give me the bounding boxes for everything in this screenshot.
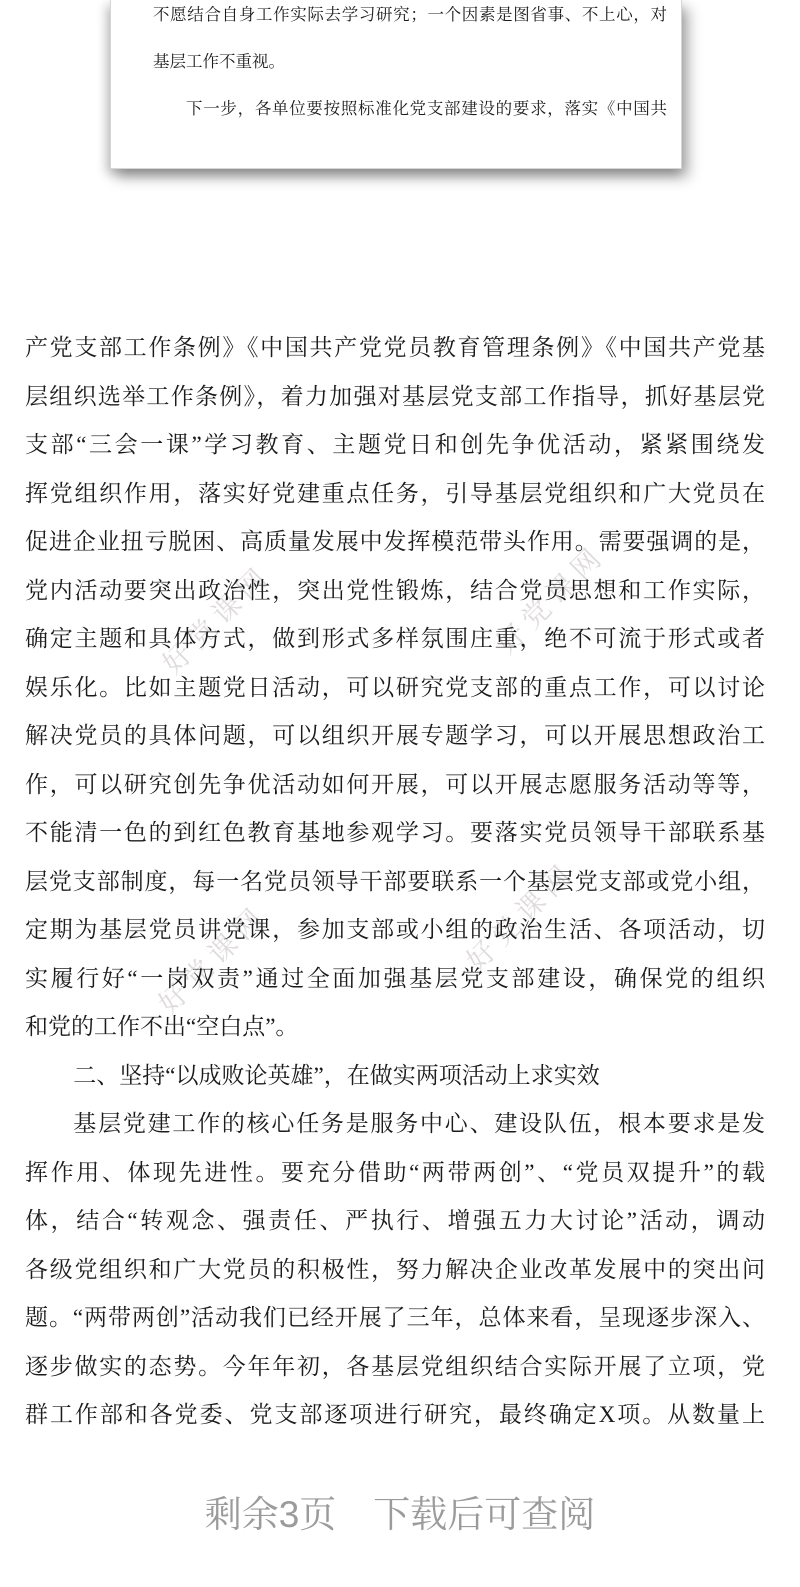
remaining-pages-notice: 剩余3页 下载后可查阅 <box>204 1494 596 1535</box>
fragment-text-line: 不愿结合自身工作实际去学习研究；一个因素是图省事、不上心，对 <box>153 5 667 24</box>
body-text-line: 层组织选举工作条例》，着力加强对基层党支部工作指导，抓好基层党 <box>25 383 765 409</box>
body-text-line: 支部“三会一课”学习教育、主题党日和创先争优活动，紧紧围绕发 <box>25 432 765 457</box>
body-text-line: 挥党组织作用，落实好党建重点任务，引导基层党组织和广大党员在 <box>25 480 765 506</box>
body-text-line: 层党支部制度，每一名党员领导干部要联系一个基层党支部或党小组， <box>25 868 765 894</box>
watermark: 好党课网 <box>153 899 275 1021</box>
fragment-text-line: 基层工作不重视。 <box>153 52 285 71</box>
body-text-line: 挥作用、体现先进性。要充分借助“两带两创”、“党员双提升”的载 <box>25 1159 765 1185</box>
body-text-line: 促进企业扭亏脱困、高质量发展中发挥模范带头作用。需要强调的是， <box>25 529 765 554</box>
fragment-text-block <box>153 0 667 132</box>
body-text-line: 党内活动要突出政治性，突出党性锻炼，结合党员思想和工作实际， <box>25 577 765 603</box>
body-text-line: 确定主题和具体方式，做到形式多样氛围庄重，绝不可流于形式或者 <box>25 626 765 651</box>
page-1-bottom-fragment <box>110 0 682 169</box>
fragment-text-line: 下一步，各单位要按照标准化党支部建设的要求，落实《中国共 <box>186 99 667 118</box>
body-text-line: 解决党员的具体问题，可以组织开展专题学习，可以开展思想政治工 <box>25 723 765 748</box>
body-text-line: 实履行好“一岗双责”通过全面加强基层党支部建设，确保党的组织 <box>25 965 765 991</box>
body-text-line: 题。“两带两创”活动我们已经开展了三年，总体来看，呈现逐步深入、 <box>25 1305 765 1330</box>
page-2-content <box>25 324 765 1440</box>
body-text-line: 逐步做实的态势。今年年初，各基层党组织结合实际开展了立项，党 <box>25 1353 765 1379</box>
body-text-line: 群工作部和各党委、党支部逐项进行研究，最终确定X项。从数量上 <box>25 1402 765 1427</box>
body-text-line: 体，结合“转观念、强责任、严执行、增强五力大讨论”活动，调动 <box>25 1208 765 1233</box>
body-text-line: 定期为基层党员讲党课，参加支部或小组的政治生活、各项活动，切 <box>25 917 765 942</box>
body-text-line: 娱乐化。比如主题党日活动，可以研究党支部的重点工作，可以讨论 <box>25 674 765 700</box>
body-text-line: 基层党建工作的核心任务是服务中心、建设队伍，根本要求是发 <box>73 1111 765 1136</box>
watermark: 好党课网 <box>157 559 279 681</box>
watermark: 好党课网 <box>461 856 583 978</box>
watermark: 好党课网 <box>491 539 613 661</box>
body-text-line: 作，可以研究创先争优活动如何开展，可以开展志愿服务活动等等， <box>25 771 765 797</box>
body-text-line: 不能清一色的到红色教育基地参观学习。要落实党员领导干部联系基 <box>25 820 765 845</box>
body-text-line: 产党支部工作条例》《中国共产党党员教育管理条例》《中国共产党基 <box>25 335 765 360</box>
body-text-line: 各级党组织和广大党员的积极性，努力解决企业改革发展中的突出问 <box>25 1256 765 1282</box>
section-heading: 二、坚持“以成败论英雄”，在做实两项活动上求实效 <box>73 1062 600 1088</box>
body-text-line: 和党的工作不出“空白点”。 <box>25 1014 299 1039</box>
